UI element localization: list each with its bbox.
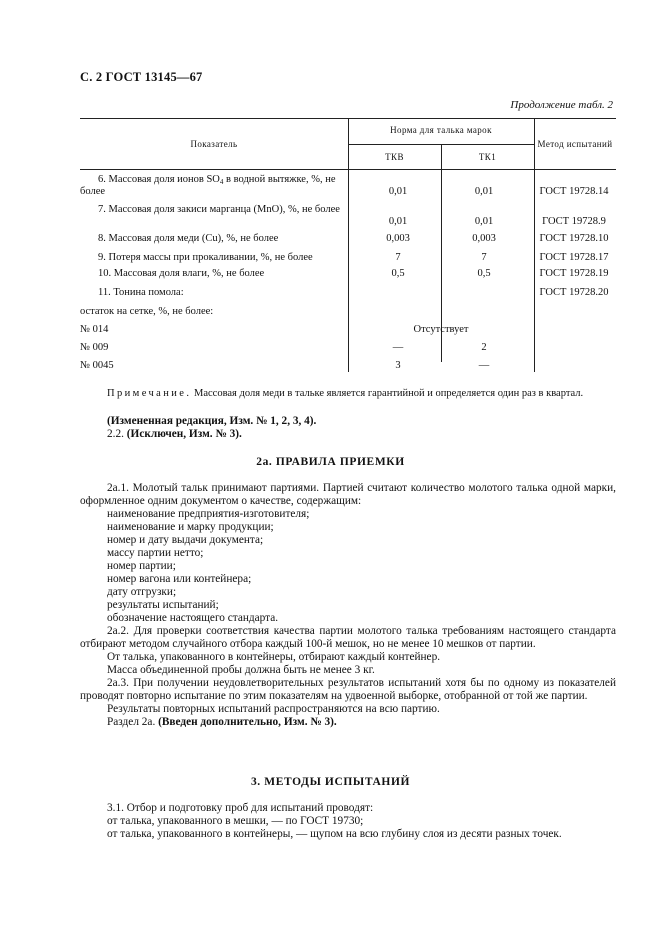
table-cell-tkv: 7: [395, 252, 401, 263]
paragraph: 2а.2. Для проверки соответствия качества партии молотого талька требованиям настоящего стандарта отбирают методом случайного отбора каждый 100-й мешок, но не менее 10 мешков от партии.: [80, 625, 616, 650]
table-row-label: остаток на сетке, %, не более:: [80, 306, 214, 317]
list-item: наименование предприятия-изготовителя;: [107, 508, 310, 520]
header-tkv: ТКВ: [385, 152, 404, 162]
table-vline-3: [534, 118, 535, 372]
table-cell-tk1: 7: [481, 252, 487, 263]
list-item: наименование и марку продукции;: [107, 521, 274, 533]
table-row-label: 11. Тонина помола:: [98, 287, 184, 298]
table-row-label: 10. Массовая доля влаги, %, не более: [98, 268, 265, 279]
paragraph: от талька, упакованного в контейнеры, — щупом на всю глубину слоя из десяти разных точек.: [107, 828, 562, 840]
amendment-bold: (Введен дополнительно, Изм. № 3).: [158, 716, 337, 728]
table-cell-tkv: 0,003: [386, 233, 410, 244]
clause-2-2: [80, 428, 616, 441]
table-row-label: [80, 174, 342, 198]
table-cell-method: ГОСТ 19728.17: [539, 252, 609, 263]
amendment-line: [80, 415, 616, 428]
table-cell-tk1: 0,01: [474, 186, 494, 197]
header-method: Метод испытаний: [537, 139, 613, 149]
list-item: массу партии нетто;: [107, 547, 204, 559]
header-tk1: ТК1: [478, 152, 497, 162]
table-cell-tkv: 0,5: [391, 268, 405, 279]
row-text-tail: в водной вытяжке, %, не более: [80, 174, 336, 197]
section-3-heading: 3. МЕТОДЫ ИСПЫТАНИЙ: [250, 776, 411, 788]
section-2a-heading: 2а. ПРАВИЛА ПРИЕМКИ: [256, 456, 405, 468]
amendment-bold: (Измененная редакция, Изм. № 1, 2, 3, 4).: [107, 415, 317, 427]
table-cell-tk1: 0,5: [477, 268, 491, 279]
list-item: результаты испытаний;: [107, 599, 219, 611]
list-item: обозначение настоящего стандарта.: [107, 612, 279, 624]
table-continuation-caption: Продолжение табл. 2: [510, 99, 613, 111]
amendment-block: [80, 415, 616, 441]
table-row-label: № 014: [80, 324, 109, 335]
section-2a-body: [80, 482, 616, 729]
table-note: [107, 387, 627, 400]
table-row-label: № 009: [80, 342, 109, 353]
table-cell-tk1: 0,003: [472, 233, 496, 244]
paragraph: Результаты повторных испытаний распространяются на всю партию.: [107, 703, 440, 715]
note-lead: Примечание.: [107, 388, 192, 399]
paragraph: 2а.3. При получении неудовлетворительных результатов испытаний хотя бы по одному из показателей проводят повторно испытание по этим показателям на удвоенной выборке, отобранной от той же партии.: [80, 677, 616, 702]
table-cell-tkv: —: [392, 342, 404, 353]
list-item: номер партии;: [107, 560, 176, 572]
table-cell-method: ГОСТ 19728.19: [539, 268, 609, 279]
table-cell-method: ГОСТ 19728.14: [539, 186, 609, 197]
table-row-label: 7. Массовая доля закиси марганца (MnO), %, не более: [98, 204, 340, 215]
section-3-body: [80, 802, 616, 841]
table-cell-spanned: Отсутствует: [413, 324, 469, 335]
subscript: 4: [219, 178, 224, 186]
paragraph: От талька, упакованного в контейнеры, отбирают каждый контейнер.: [107, 651, 441, 663]
header-indicator: Показатель: [190, 139, 238, 149]
paragraph: от талька, упакованного в мешки, — по ГОСТ 19730;: [107, 815, 364, 827]
table-row-label: № 0045: [80, 360, 114, 371]
list-item: номер и дату выдачи документа;: [107, 534, 264, 546]
table-cell-tkv: 3: [395, 360, 401, 371]
paragraph: 3.1. Отбор и подготовку проб для испытаний проводят:: [107, 802, 374, 814]
table-cell-tk1: 2: [481, 342, 487, 353]
section-ref: Раздел 2а.: [107, 716, 159, 728]
header-norm: Норма для талька марок: [390, 125, 492, 135]
table-cell-tk1: —: [478, 360, 490, 371]
table-row-label: 9. Потеря массы при прокаливании, %, не более: [98, 252, 313, 263]
properties-table: [80, 118, 616, 372]
table-cell-method: ГОСТ 19728.9: [542, 216, 606, 227]
clause-number: 2.2.: [107, 428, 127, 440]
list-item: номер вагона или контейнера;: [107, 573, 252, 585]
section-amendment: [80, 716, 616, 729]
table-cell-tkv: 0,01: [388, 216, 408, 227]
note-text: Массовая доля меди в тальке является гарантийной и определяется один раз в квартал.: [191, 388, 584, 399]
table-cell-tk1: 0,01: [474, 216, 494, 227]
list-item: дату отгрузки;: [107, 586, 177, 598]
page-header: С. 2 ГОСТ 13145—67: [80, 70, 203, 84]
table-row-label: 8. Массовая доля меди (Cu), %, не более: [98, 233, 279, 244]
table-cell-method: ГОСТ 19728.20: [539, 287, 609, 298]
paragraph: Масса объединенной пробы должна быть не менее 3 кг.: [107, 664, 375, 676]
clause-bold: (Исключен, Изм. № 3).: [126, 428, 242, 440]
paragraph: 2а.1. Молотый тальк принимают партиями. Партией считают количество молотого талька одной марки, оформленное одним документом о качестве, содержащим:: [80, 482, 616, 507]
table-cell-tkv: 0,01: [388, 186, 408, 197]
table-cell-method: ГОСТ 19728.10: [539, 233, 609, 244]
row-text: 6. Массовая доля ионов SO: [98, 174, 220, 185]
